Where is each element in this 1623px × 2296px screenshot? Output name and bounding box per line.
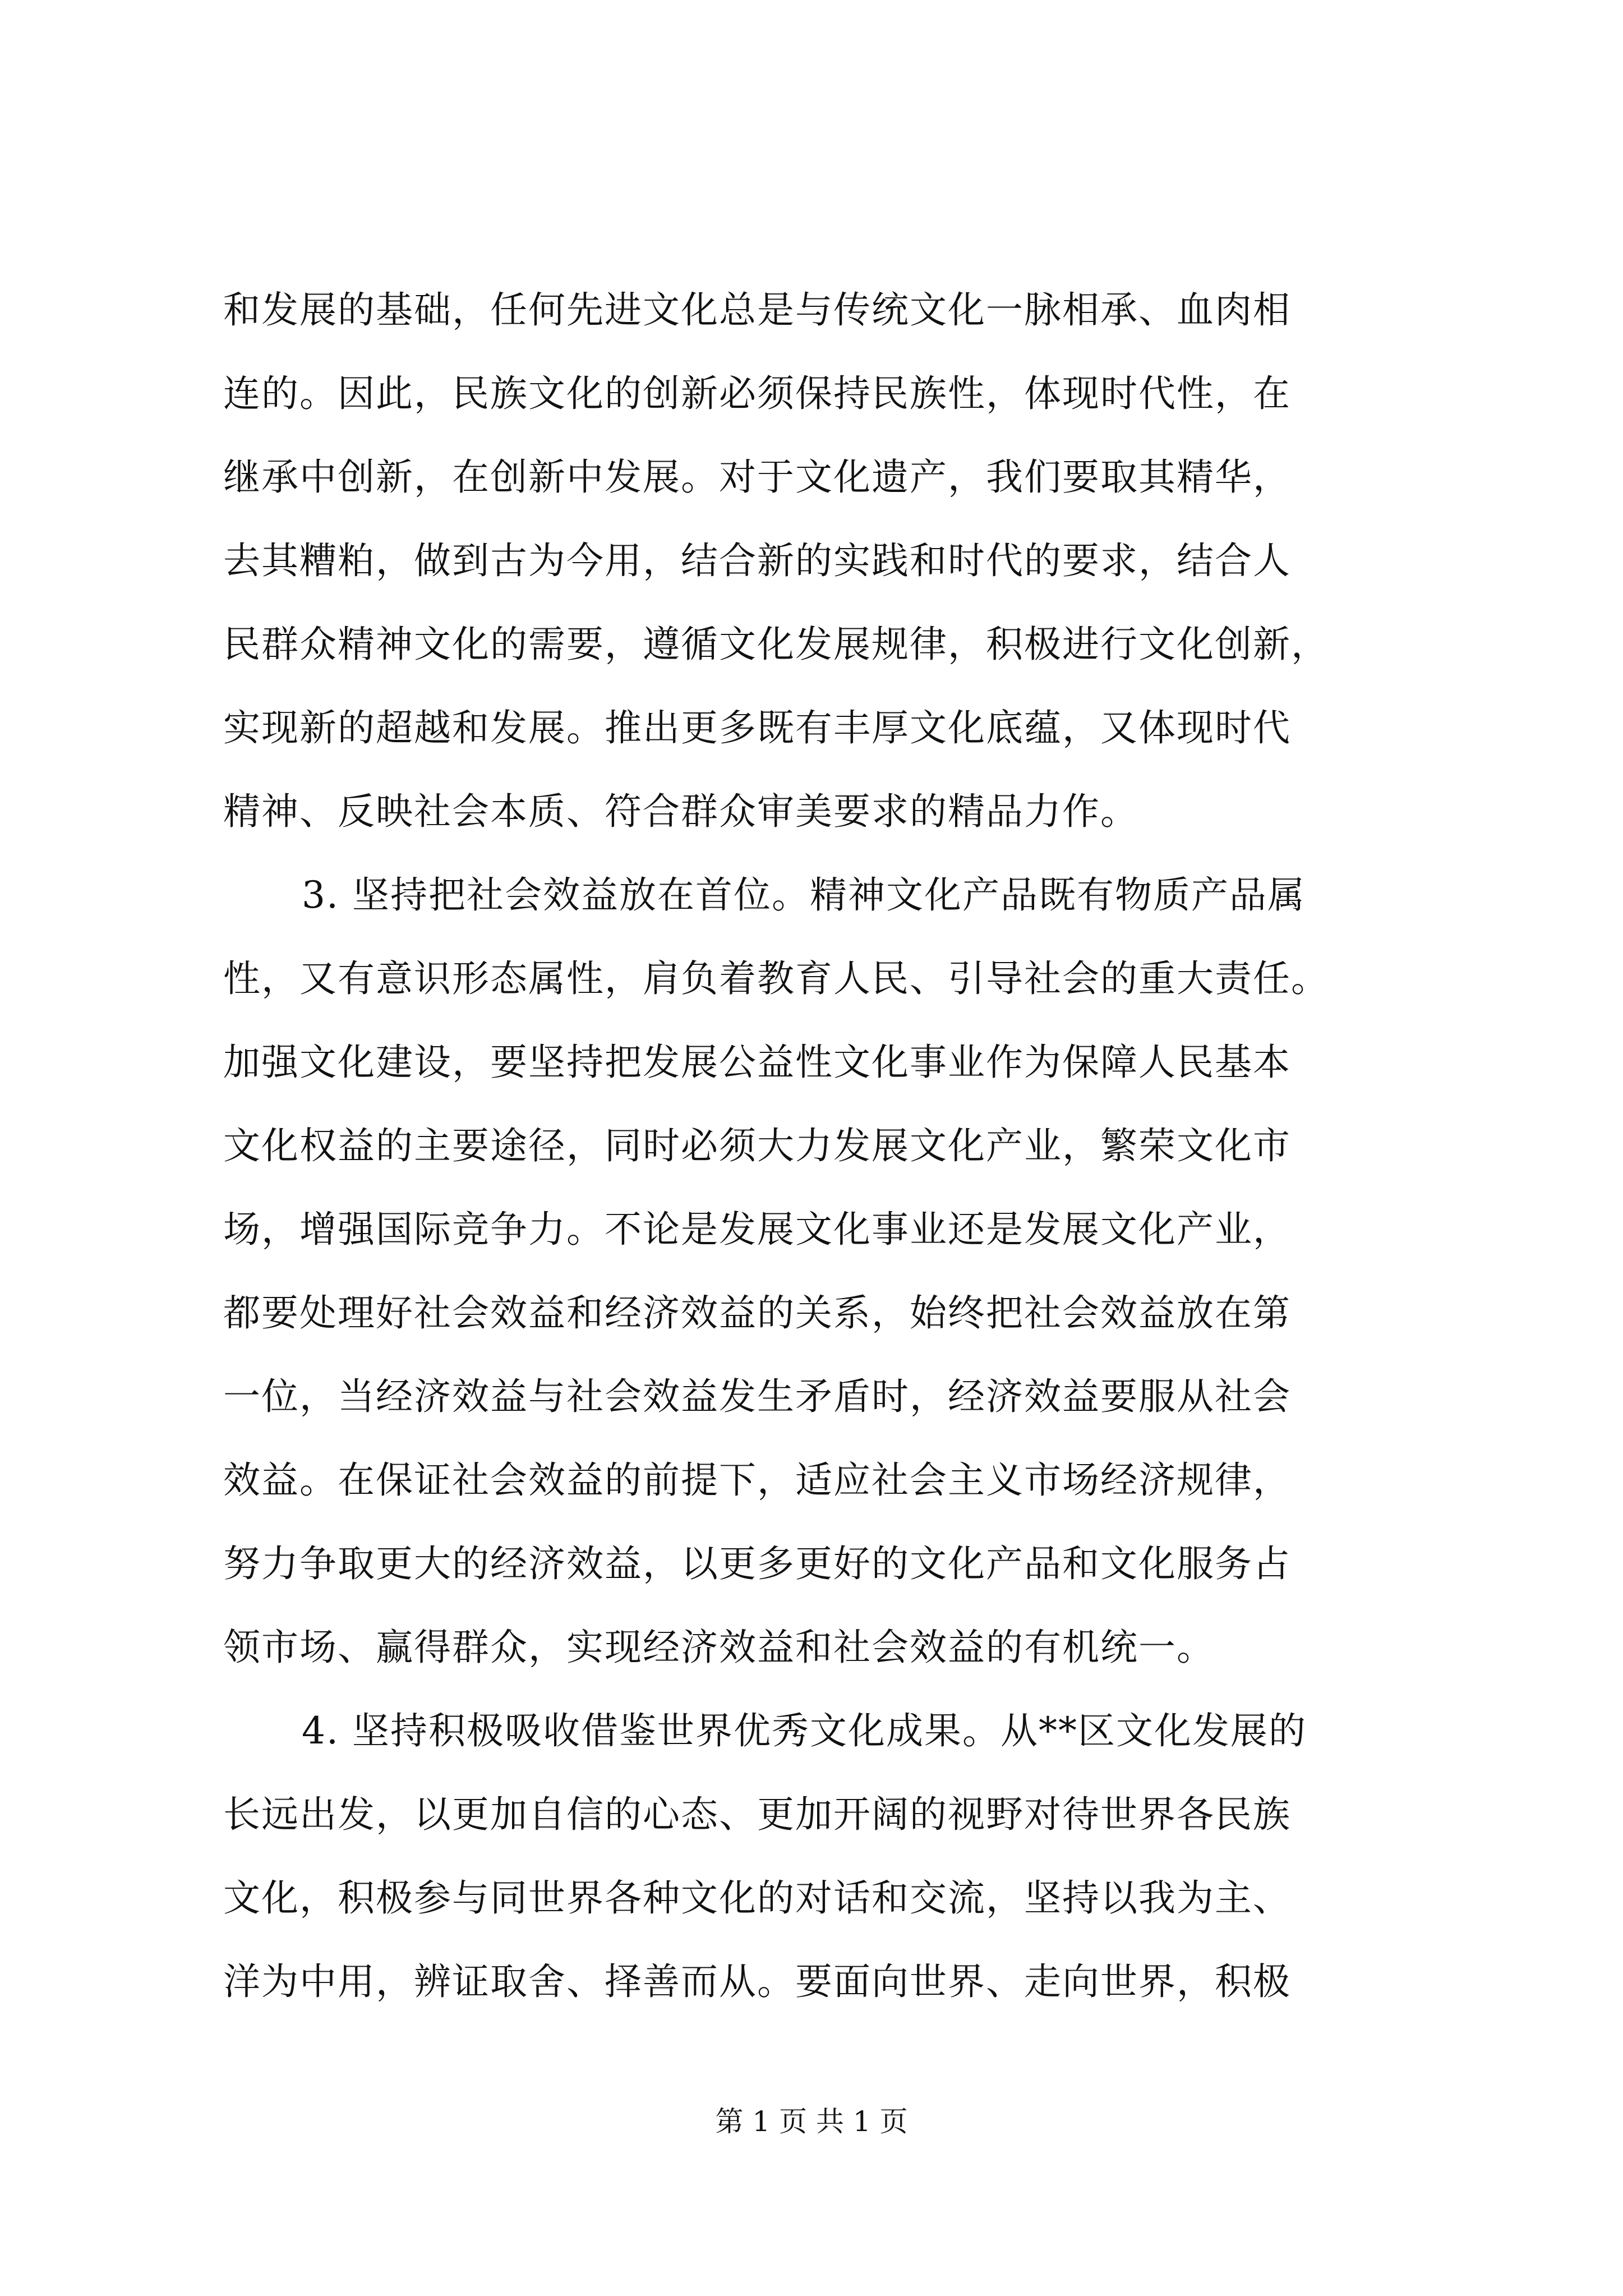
section-heading-line: 3. 坚持把社会效益放在首位。精神文化产品既有物质产品属 bbox=[302, 873, 1306, 917]
text-line: 性，又有意识形态属性，肩负着教育人民、引导社会的重大责任。 bbox=[223, 957, 1329, 1000]
text-line: 效益。在保证社会效益的前提下，适应社会主义市场经济规律， bbox=[223, 1458, 1291, 1502]
text-line: 领市场、赢得群众，实现经济效益和社会效益的有机统一。 bbox=[223, 1626, 1215, 1669]
text-line: 去其糟粕，做到古为今用，结合新的实践和时代的要求，结合人 bbox=[223, 539, 1291, 582]
text-line: 继承中创新，在创新中发展。对于文化遗产，我们要取其精华， bbox=[223, 455, 1291, 499]
text-line: 都要处理好社会效益和经济效益的关系，始终把社会效益放在第 bbox=[223, 1291, 1291, 1335]
text-line: 加强文化建设，要坚持把发展公益性文化事业作为保障人民基本 bbox=[223, 1041, 1291, 1084]
text-line: 连的。因此，民族文化的创新必须保持民族性，体现时代性，在 bbox=[223, 372, 1291, 415]
text-line: 精神、反映社会本质、符合群众审美要求的精品力作。 bbox=[223, 790, 1138, 833]
body-text bbox=[223, 268, 1418, 2023]
text-line: 场，增强国际竞争力。不论是发展文化事业还是发展文化产业， bbox=[223, 1208, 1291, 1251]
text-line: 努力争取更大的经济效益，以更多更好的文化产品和文化服务占 bbox=[223, 1542, 1291, 1585]
text-line: 实现新的超越和发展。推出更多既有丰厚文化底蕴，又体现时代 bbox=[223, 706, 1291, 749]
text-line: 和发展的基础，任何先进文化总是与传统文化一脉相承、血肉相 bbox=[223, 288, 1291, 332]
text-line: 洋为中用，辨证取舍、择善而从。要面向世界、走向世界，积极 bbox=[223, 1960, 1291, 2003]
page-footer: 第 1 页 共 1 页 bbox=[715, 2105, 908, 2138]
text-line: 文化权益的主要途径，同时必须大力发展文化产业，繁荣文化市 bbox=[223, 1124, 1291, 1167]
text-line: 一位，当经济效益与社会效益发生矛盾时，经济效益要服从社会 bbox=[223, 1375, 1291, 1418]
text-line: 文化，积极参与同世界各种文化的对话和交流，坚持以我为主、 bbox=[223, 1876, 1291, 1920]
text-line: 民群众精神文化的需要，遵循文化发展规律，积极进行文化创新， bbox=[223, 623, 1329, 666]
section-heading-line: 4. 坚持积极吸收借鉴世界优秀文化成果。从**区文化发展的 bbox=[302, 1709, 1307, 1752]
text-line: 长远出发，以更加自信的心态、更加开阔的视野对待世界各民族 bbox=[223, 1793, 1291, 1836]
